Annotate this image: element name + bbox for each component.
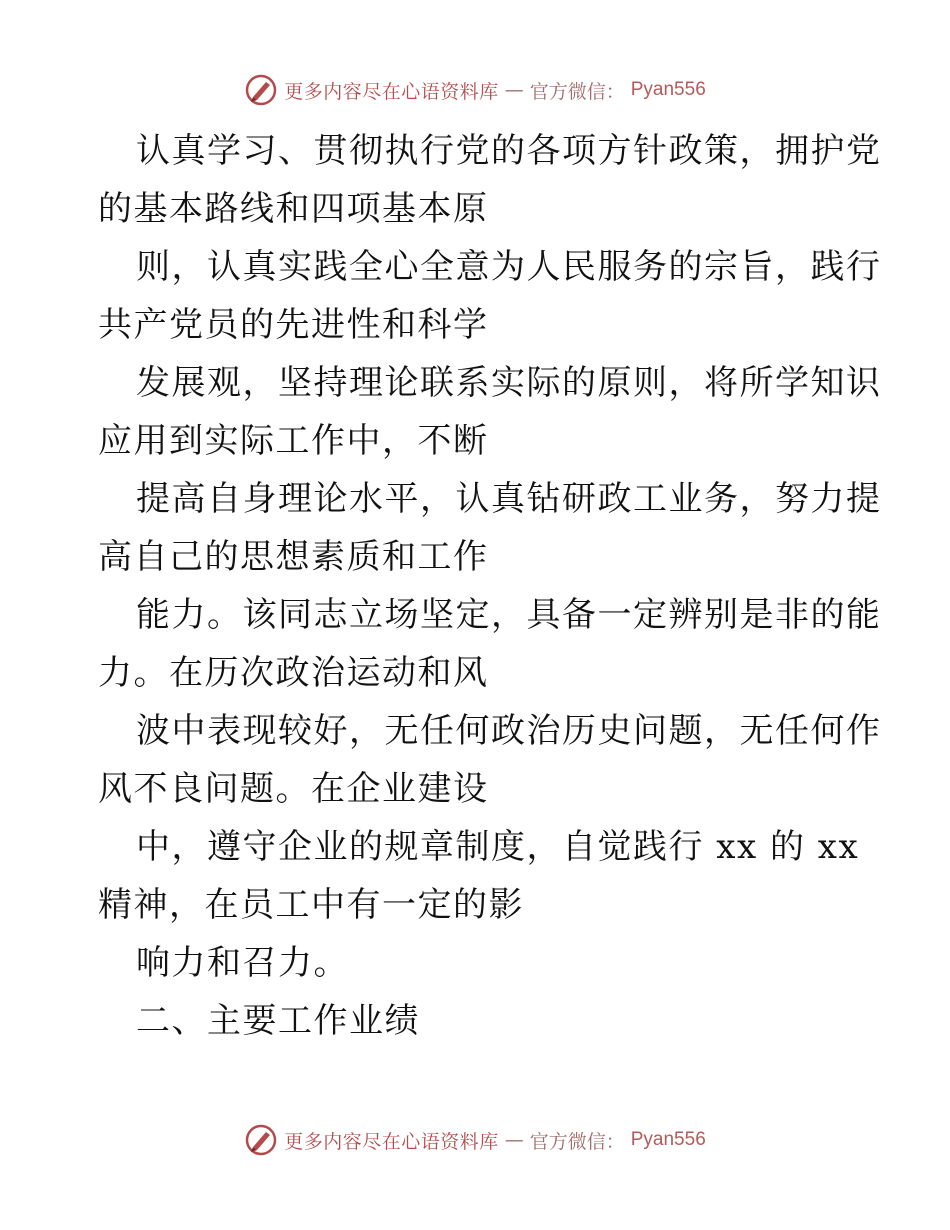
text-line: 能力。该同志立场坚定，具备一定辨别是非的能: [136, 595, 882, 635]
pen-logo-icon: [244, 1123, 278, 1157]
document-body: [98, 122, 882, 1050]
text-line: 则，认真实践全心全意为人民服务的宗旨，践行: [136, 247, 882, 287]
text-line: 波中表现较好，无任何政治历史问题，无任何作: [136, 711, 882, 751]
text-line: 发展观，坚持理论联系实际的原则，将所学知识: [136, 363, 882, 403]
text-line: 的基本路线和四项基本原: [98, 189, 489, 229]
text-line: 中，遵守企业的规章制度，自觉践行 xx 的 xx: [136, 827, 860, 867]
watermark-label: 官方微信：: [529, 80, 625, 103]
text-line: 精神，在员工中有一定的影: [98, 885, 524, 925]
watermark-id: Pyan556: [630, 1129, 706, 1150]
watermark-id: Pyan556: [630, 79, 706, 100]
text-line: 高自己的思想素质和工作: [98, 537, 489, 577]
section-heading: 二、主要工作业绩: [136, 1001, 420, 1041]
pen-logo-icon: [244, 73, 278, 107]
text-line: 响力和召力。: [136, 943, 349, 983]
text-line: 认真学习、贯彻执行党的各项方针政策，拥护党: [136, 131, 882, 171]
watermark-brand: 更多内容尽在心语资料库: [284, 80, 499, 103]
watermark-footer: [0, 1120, 950, 1160]
watermark-separator: —: [504, 1129, 524, 1151]
text-line: 共产党员的先进性和科学: [98, 305, 489, 345]
text-line: 力。在历次政治运动和风: [98, 653, 489, 693]
text-line: 风不良问题。在企业建设: [98, 769, 489, 809]
text-line: 提高自身理论水平，认真钻研政工业务，努力提: [136, 479, 882, 519]
watermark-brand: 更多内容尽在心语资料库: [284, 1130, 499, 1153]
watermark-header: [0, 70, 950, 110]
watermark-separator: —: [504, 79, 524, 101]
watermark-label: 官方微信：: [529, 1130, 625, 1153]
text-line: 应用到实际工作中，不断: [98, 421, 489, 461]
